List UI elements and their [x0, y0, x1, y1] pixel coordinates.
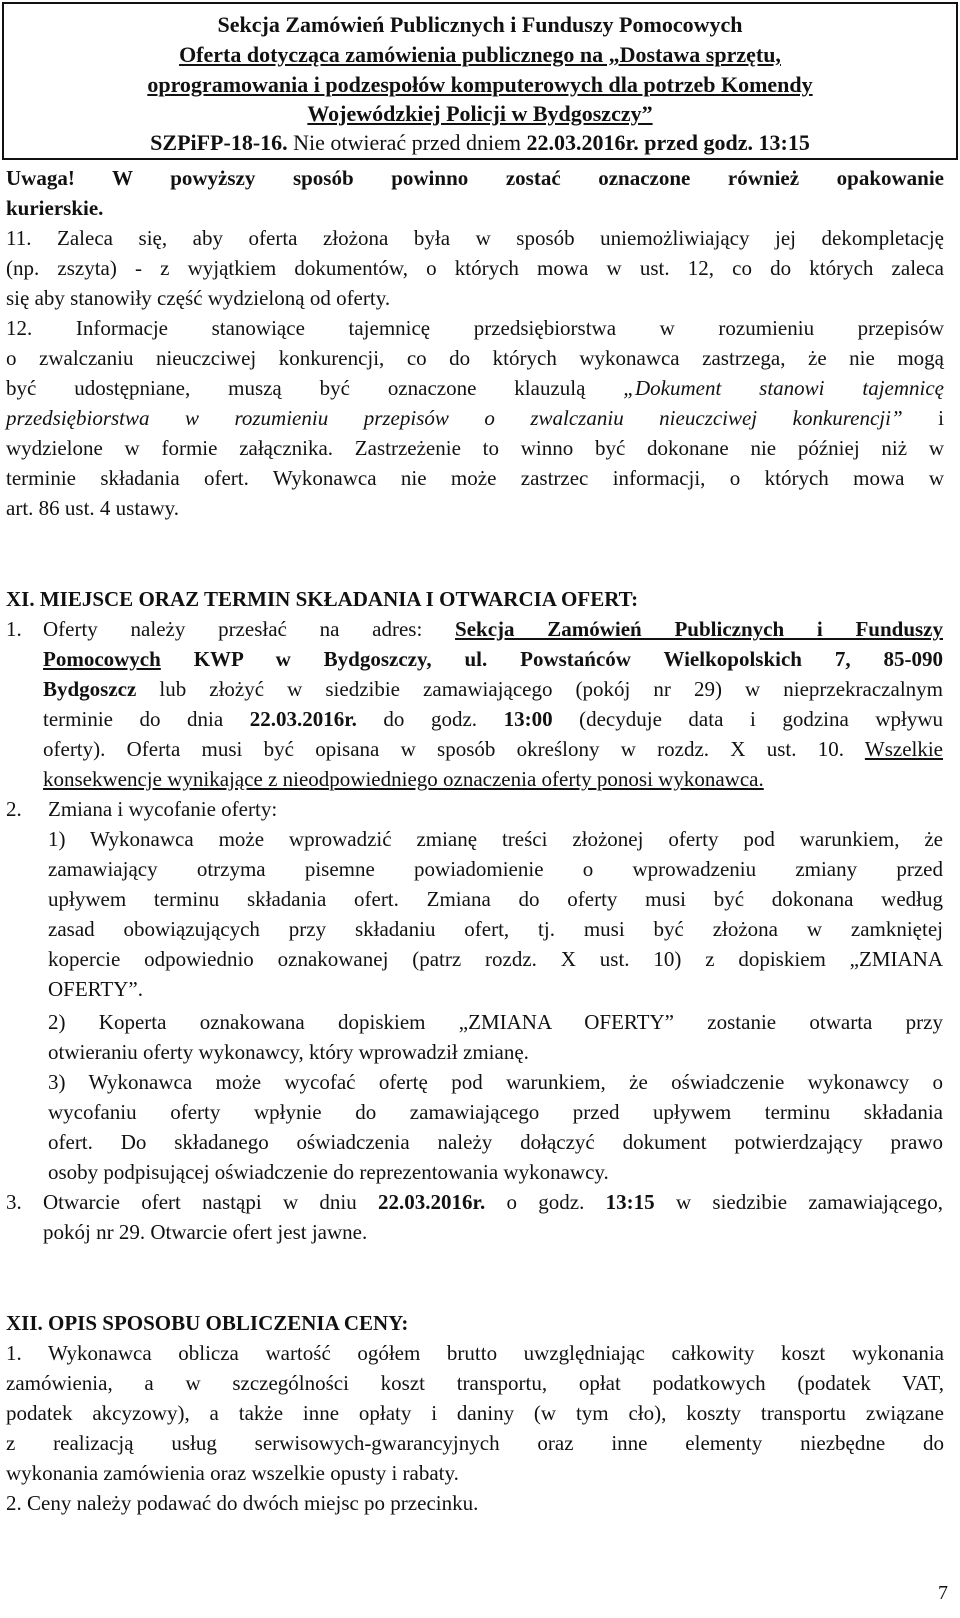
- xii-p1-line-4: z realizacją usług serwisowych-gwarancyjnych oraz inne elementy niezbędne do: [6, 1431, 944, 1455]
- xi-2-s3-line-1: 3) Wykonawca może wycofać ofertę pod warunkiem, że oświadczenie wykonawcy o: [48, 1070, 943, 1094]
- section-xii-title: XII. OPIS SPOSOBU OBLICZENIA CENY:: [6, 1311, 409, 1335]
- xi-1-deadline-date: 22.03.2016r.: [249, 707, 357, 731]
- xi-3-text: Otwarcie ofert nastąpi w dniu: [43, 1190, 379, 1214]
- paragraph-12-line-3: [6, 373, 944, 403]
- paragraph-12-line-1: 12. Informacje stanowiące tajemnicę przedsiębiorstwa w rozumieniu przepisów: [6, 316, 944, 340]
- paragraph-12-line-6: terminie składania ofert. Wykonawca nie może zastrzec informacji, o których mowa w: [6, 466, 944, 490]
- xi-2-s3-line-4: osoby podpisującej oświadczenie do reprezentowania wykonawcy.: [48, 1160, 609, 1184]
- paragraph-12-line-4: [6, 403, 944, 433]
- xi-item-1-line-3: [43, 674, 943, 704]
- paragraph-12-line-5: wydzielone w formie załącznika. Zastrzeżenie to winno być dokonane nie później niż w: [6, 436, 944, 460]
- paragraph-12-line-2: o zwalczaniu nieuczciwej konkurencji, co do których wykonawca zastrzega, że nie mogą: [6, 346, 944, 370]
- header-line-3: oprogramowania i podzespołów komputerowych dla potrzeb Komendy: [147, 72, 813, 97]
- p12-text: być udostępniane, muszą być oznaczone klauzulą: [6, 376, 624, 400]
- case-number: SZPiFP-18-16.: [150, 130, 288, 155]
- xii-p1-line-3: podatek akcyzowy), a także inne opłaty i daniny (w tym cło), koszty transportu związane: [6, 1401, 944, 1425]
- section-xi-title: XI. MIEJSCE ORAZ TERMIN SKŁADANIA I OTWARCIA OFERT:: [6, 587, 639, 611]
- xi-2-s1-line-3: upływem terminu składania ofert. Zmiana do oferty musi być dokonana według: [48, 887, 943, 911]
- xi-2-s3-line-2: wycofaniu oferty wpłynie do zamawiającego przed upływem terminu składania: [48, 1100, 943, 1124]
- p12-clause-cont: przedsiębiorstwa w rozumieniu przepisów o zwalczaniu nieuczciwej konkurencji”: [6, 406, 903, 430]
- xi-1-consequence: Wszelkie: [864, 737, 943, 761]
- xi-1-text-3: lub złożyć w siedzibie zamawiającego (pokój nr 29) w nieprzekraczalnym: [136, 677, 943, 701]
- p12-conj: i: [902, 406, 944, 430]
- xi-2-s2-line-2: otwieraniu oferty wykonawcy, który wprowadził zmianę.: [48, 1040, 529, 1064]
- xi-2-s1-line-2: zamawiający otrzyma pisemne powiadomienie o wprowadzeniu zmiany przed: [48, 857, 943, 881]
- header-date: 22.03.2016r. przed: [526, 130, 699, 155]
- xii-p1-line-2: zamówienia, a w szczególności koszt transportu, opłat podatkowych (podatek VAT,: [6, 1371, 944, 1395]
- xi-2-s1-line-1: 1) Wykonawca może wprowadzić zmianę treści złożonej oferty pod warunkiem, że: [48, 827, 943, 851]
- page-number: 7: [938, 1582, 948, 1604]
- paragraph-11-line-3: się aby stanowiły część wydzieloną od oferty.: [6, 286, 391, 310]
- xi-1-text-5: oferty). Oferta musi być opisana w sposób określony w rozdz. X ust. 10.: [43, 737, 865, 761]
- warning-line-2: kurierskie.: [6, 196, 104, 220]
- paragraph-11-line-1: 11. Zaleca się, aby oferta złożona była w sposób uniemożliwiający jej dekompletację: [6, 226, 944, 250]
- p12-clause: „Dokument stanowi tajemnicę: [623, 376, 944, 400]
- xi-1-address-name: Sekcja Zamówień Publicznych i Funduszy: [455, 617, 943, 641]
- paragraph-11-line-2: (np. zszyta) - z wyjątkiem dokumentów, o których mowa w ust. 12, co do których zaleca: [6, 256, 944, 280]
- xi-item-1-line-4: [43, 704, 943, 734]
- xi-item-1-number: 1.: [6, 617, 22, 641]
- xi-1-address-name-cont: Pomocowych: [43, 647, 161, 671]
- xi-1-deadline-text: terminie do dnia: [43, 707, 250, 731]
- xi-2-s1-line-6: OFERTY”.: [48, 977, 143, 1001]
- xi-2-s1-line-4: zasad obowiązujących przy składaniu ofert, tj. musi być złożona w zamkniętej: [48, 917, 943, 941]
- xi-3-date: 22.03.2016r.: [378, 1190, 486, 1214]
- header-box: [2, 2, 958, 160]
- warning-line-1: Uwaga! W powyższy sposób powinno zostać oznaczone również opakowanie: [6, 166, 944, 190]
- xi-item-2-number: 2.: [6, 797, 22, 821]
- xi-2-s2-line-1: 2) Koperta oznakowana dopiskiem „ZMIANA OFERTY” zostanie otwarta przy: [48, 1010, 943, 1034]
- header-line-4: Wojewódzkiej Policji w Bydgoszczy”: [307, 101, 653, 126]
- xi-item-3-number: 3.: [6, 1190, 22, 1214]
- xii-p1-line-5: wykonania zamówienia oraz wszelkie opusty i rabaty.: [6, 1461, 459, 1485]
- xi-2-s3-line-3: ofert. Do składanego oświadczenia należy dołączyć dokument potwierdzający prawo: [48, 1130, 943, 1154]
- xi-item-3-line-1: [43, 1187, 943, 1217]
- xi-1-city: Bydgoszcz: [43, 677, 137, 701]
- xi-item-2-title: Zmiana i wycofanie oferty:: [48, 797, 278, 821]
- header-line-2: Oferta dotycząca zamówienia publicznego na „Dostawa sprzętu,: [179, 42, 781, 67]
- xi-1-deadline-time: 13:00: [503, 707, 553, 731]
- xi-2-s1-line-5: kopercie odpowiednio oznakowanej (patrz rozdz. X ust. 10) z dopiskiem „ZMIANA: [48, 947, 943, 971]
- xi-3-time-label: o godz.: [485, 1190, 606, 1214]
- xi-1-time-label: do godz.: [356, 707, 504, 731]
- xi-1-text: Oferty należy przesłać na adres:: [43, 617, 456, 641]
- xi-item-1-line-2: [43, 644, 943, 674]
- paragraph-12-line-7: art. 86 ust. 4 ustawy.: [6, 496, 180, 520]
- xii-p2: 2. Ceny należy podawać do dwóch miejsc po przecinku.: [6, 1491, 479, 1515]
- xi-1-deadline-note: (decyduje data i godzina wpływu: [552, 707, 943, 731]
- xi-item-1-line-1: [43, 614, 943, 644]
- header-notice: Nie otwierać przed dniem: [287, 130, 527, 155]
- header-time: godz. 13:15: [698, 130, 810, 155]
- header-line-1: Sekcja Zamówień Publicznych i Funduszy Pomocowych: [217, 12, 743, 37]
- header-line-5: [4, 128, 956, 158]
- xi-item-1-line-6: konsekwencje wynikające z nieodpowiedniego oznaczenia oferty ponosi wykonawca.: [43, 767, 764, 791]
- xi-item-3-line-2: pokój nr 29. Otwarcie ofert jest jawne.: [43, 1220, 368, 1244]
- xi-3-place: w siedzibie zamawiającego,: [654, 1190, 943, 1214]
- xi-3-time: 13:15: [605, 1190, 655, 1214]
- xi-1-address: KWP w Bydgoszczy, ul. Powstańców Wielkopolskich 7, 85-090: [160, 647, 943, 671]
- xi-item-1-line-5: [43, 734, 943, 764]
- xii-p1-line-1: 1. Wykonawca oblicza wartość ogółem brutto uwzględniając całkowity koszt wykonania: [6, 1341, 944, 1365]
